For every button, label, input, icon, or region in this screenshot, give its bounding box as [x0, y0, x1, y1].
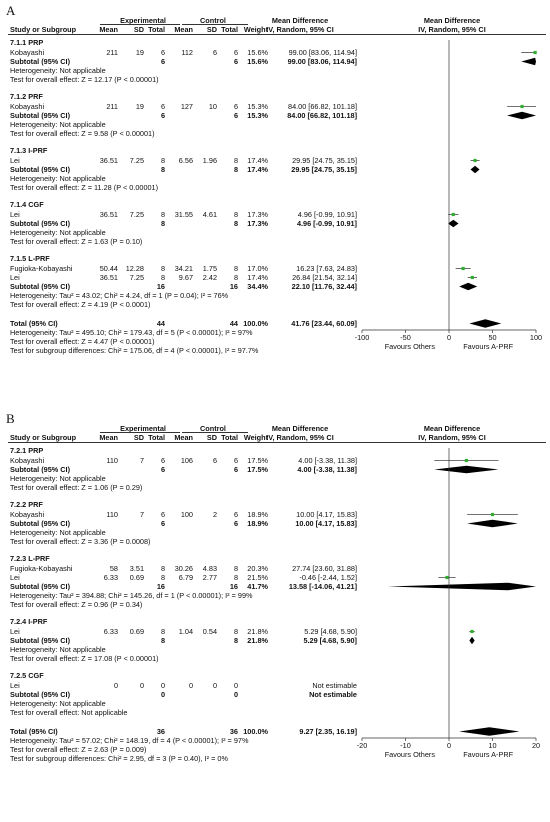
header-exp-sd: SD [133, 433, 144, 442]
ctrl-total: 8 [233, 210, 238, 219]
subtotal-ci: 13.58 [-14.06, 41.21] [288, 582, 357, 591]
subgroup-title: 7.2.4 I-PRF [10, 617, 48, 626]
forest-plot-b [0, 408, 550, 822]
subgroup-overall-effect: Test for overall effect: Z = 1.63 (P = 0.10) [10, 237, 143, 246]
exp-total: 8 [160, 156, 165, 165]
exp-mean: 36.51 [99, 273, 118, 282]
header-ctrl-total: Total [221, 25, 238, 34]
subtotal-ci: Not estimable [309, 690, 357, 699]
favours-left-label: Favours Others [384, 750, 435, 759]
subtotal-weight: 17.5% [247, 465, 268, 474]
total-label: Total (95% CI) [10, 319, 58, 328]
header-exp-mean: Mean [99, 25, 118, 34]
subtotal-ci: 22.10 [11.76, 32.44] [291, 282, 357, 291]
subtotal-label: Subtotal (95% CI) [10, 282, 70, 291]
subtotal-exp-total: 6 [160, 57, 165, 66]
ctrl-total: 8 [233, 627, 238, 636]
exp-mean: 6.33 [103, 627, 118, 636]
subtotal-label: Subtotal (95% CI) [10, 219, 70, 228]
exp-total: 6 [160, 456, 165, 465]
total-ctrl-total: 44 [229, 319, 238, 328]
subgroup-overall-effect: Test for overall effect: Z = 17.08 (P < 0.00001) [10, 654, 159, 663]
exp-total: 8 [160, 573, 165, 582]
subtotal-label: Subtotal (95% CI) [10, 165, 70, 174]
study-ci: Not estimable [312, 681, 357, 690]
subgroup-overall-effect: Test for overall effect: Z = 4.19 (P < 0.0001) [10, 300, 151, 309]
x-tick-label: 20 [531, 741, 541, 750]
exp-total: 6 [160, 510, 165, 519]
total-exp-total: 36 [156, 727, 165, 736]
subtotal-exp-total: 8 [160, 636, 165, 645]
header-exp-total: Total [148, 25, 165, 34]
ctrl-mean: 127 [180, 102, 193, 111]
exp-mean: 110 [106, 456, 118, 465]
subtotal-ctrl-total: 8 [233, 165, 238, 174]
subtotal-label: Subtotal (95% CI) [10, 111, 70, 120]
subgroup-title: 7.1.4 CGF [10, 200, 44, 209]
subtotal-exp-total: 16 [156, 282, 165, 291]
footer-text: Test for subgroup differences: Chi² = 175.06, df = 4 (P < 0.00001), I² = 97.7% [10, 346, 259, 355]
study-name: Lei [10, 273, 20, 282]
ctrl-mean: 106 [180, 456, 193, 465]
total-diamond [469, 319, 501, 327]
total-diamond [459, 727, 519, 735]
header-ctrl-mean: Mean [174, 433, 193, 442]
ctrl-mean: 0 [188, 681, 193, 690]
subgroup-heterogeneity: Heterogeneity: Not applicable [10, 699, 106, 708]
subgroup-title: 7.2.3 L-PRF [10, 554, 50, 563]
x-tick-label: -100 [354, 333, 370, 342]
subgroup-heterogeneity: Heterogeneity: Not applicable [10, 174, 106, 183]
header-control: Control [200, 16, 226, 25]
exp-mean: 58 [109, 564, 118, 573]
header-ci: IV, Random, 95% CI [266, 25, 334, 34]
header-ci-plot: IV, Random, 95% CI [418, 433, 486, 442]
subgroup-heterogeneity: Heterogeneity: Not applicable [10, 66, 106, 75]
header-study: Study or Subgroup [10, 25, 77, 34]
header-weight: Weight [243, 433, 268, 442]
header-mean-difference: Mean Difference [271, 16, 329, 25]
header-exp-sd: SD [133, 25, 144, 34]
study-point [462, 267, 465, 270]
header-ctrl-total: Total [221, 433, 238, 442]
ctrl-sd: 2.77 [202, 573, 217, 582]
x-tick-label: -20 [356, 741, 368, 750]
subtotal-ctrl-total: 16 [229, 582, 238, 591]
study-weight: 21.5% [247, 573, 268, 582]
ctrl-total: 6 [233, 456, 238, 465]
subtotal-label: Subtotal (95% CI) [10, 636, 70, 645]
ctrl-mean: 1.04 [178, 627, 193, 636]
study-point [520, 105, 523, 108]
study-ci: 29.95 [24.75, 35.15] [292, 156, 357, 165]
subgroup-title: 7.2.5 CGF [10, 671, 44, 680]
ctrl-sd: 2 [212, 510, 217, 519]
subtotal-diamond [448, 220, 458, 228]
study-name: Lei [10, 681, 20, 690]
footer-text: Test for overall effect: Z = 2.63 (P = 0.009) [10, 745, 147, 754]
subtotal-exp-total: 8 [160, 219, 165, 228]
header-study: Study or Subgroup [10, 433, 77, 442]
subtotal-exp-total: 0 [160, 690, 165, 699]
subgroup-overall-effect: Test for overall effect: Z = 1.06 (P = 0.29) [10, 483, 143, 492]
panel-letter: A [6, 3, 16, 18]
subtotal-ctrl-total: 6 [233, 57, 238, 66]
total-ci: 9.27 [2.35, 16.19] [299, 727, 357, 736]
study-name: Kobayashi [10, 456, 45, 465]
x-tick-label: 100 [529, 333, 543, 342]
subgroup-overall-effect: Test for overall effect: Z = 11.28 (P < 0.00001) [10, 183, 159, 192]
subgroup-heterogeneity: Heterogeneity: Not applicable [10, 528, 106, 537]
subgroup-overall-effect: Test for overall effect: Z = 0.96 (P = 0.34) [10, 600, 143, 609]
exp-sd: 12.28 [125, 264, 144, 273]
subtotal-ci: 84.00 [66.82, 101.18] [287, 111, 357, 120]
exp-total: 8 [160, 273, 165, 282]
ctrl-total: 8 [233, 156, 238, 165]
ctrl-mean: 34.21 [174, 264, 193, 273]
ctrl-sd: 4.83 [202, 564, 217, 573]
ctrl-total: 6 [233, 510, 238, 519]
study-name: Lei [10, 156, 20, 165]
subgroup-title: 7.1.5 L-PRF [10, 254, 50, 263]
ctrl-total: 8 [233, 573, 238, 582]
study-weight: 17.3% [247, 210, 268, 219]
ctrl-sd: 10 [208, 102, 217, 111]
study-point [470, 630, 473, 633]
study-point [452, 213, 455, 216]
total-label: Total (95% CI) [10, 727, 58, 736]
subgroup-heterogeneity: Heterogeneity: Not applicable [10, 645, 106, 654]
subtotal-weight: 15.3% [247, 111, 268, 120]
exp-total: 6 [160, 48, 165, 57]
x-tick-label: 0 [446, 741, 452, 750]
footer-text: Test for overall effect: Z = 4.47 (P < 0.00001) [10, 337, 155, 346]
subtotal-ci: 10.00 [4.17, 15.83] [295, 519, 357, 528]
ctrl-sd: 1.96 [202, 156, 217, 165]
subtotal-weight: 17.3% [247, 219, 268, 228]
subtotal-weight: 17.4% [247, 165, 268, 174]
study-name: Fugioka-Kobayashi [10, 264, 73, 273]
subtotal-ctrl-total: 8 [233, 636, 238, 645]
exp-sd: 7.25 [129, 210, 144, 219]
study-ci: 5.29 [4.68, 5.90] [304, 627, 357, 636]
ctrl-sd: 0.54 [202, 627, 217, 636]
subtotal-diamond [388, 583, 536, 591]
study-weight: 17.4% [247, 273, 268, 282]
subtotal-ctrl-total: 6 [233, 465, 238, 474]
exp-total: 0 [160, 681, 165, 690]
ctrl-sd: 1.75 [202, 264, 217, 273]
header-experimental: Experimental [120, 424, 166, 433]
header-experimental: Experimental [120, 16, 166, 25]
exp-mean: 50.44 [99, 264, 118, 273]
panel-letter: B [6, 411, 15, 426]
study-name: Lei [10, 210, 20, 219]
total-weight: 100.0% [243, 727, 268, 736]
footer-text: Heterogeneity: Tau² = 495.10; Chi² = 179.43, df = 5 (P < 0.00001); I² = 97% [10, 328, 253, 337]
exp-sd: 7 [139, 510, 144, 519]
study-point [445, 576, 448, 579]
subtotal-exp-total: 6 [160, 465, 165, 474]
study-point [534, 51, 537, 54]
exp-mean: 36.51 [99, 210, 118, 219]
study-ci: 84.00 [66.82, 101.18] [288, 102, 357, 111]
study-point [491, 513, 494, 516]
x-tick-label: 50 [488, 333, 497, 342]
subtotal-ci: 4.96 [-0.99, 10.91] [296, 219, 357, 228]
study-name: Kobayashi [10, 48, 45, 57]
subtotal-weight: 41.7% [247, 582, 268, 591]
x-tick-label: -10 [400, 741, 411, 750]
ctrl-sd: 6 [212, 456, 217, 465]
footer-text: Heterogeneity: Tau² = 57.02; Chi² = 148.19, df = 4 (P < 0.00001); I² = 97% [10, 736, 249, 745]
study-ci: 16.23 [7.63, 24.83] [296, 264, 357, 273]
subtotal-ctrl-total: 0 [233, 690, 238, 699]
subtotal-ci: 29.95 [24.75, 35.15] [291, 165, 357, 174]
subgroup-title: 7.2.2 PRF [10, 500, 43, 509]
study-weight: 15.6% [247, 48, 268, 57]
exp-sd: 19 [135, 102, 144, 111]
header-ci-plot: IV, Random, 95% CI [418, 25, 486, 34]
subgroup-overall-effect: Test for overall effect: Z = 9.58 (P < 0.00001) [10, 129, 155, 138]
subtotal-ci: 99.00 [83.06, 114.94] [287, 57, 357, 66]
exp-mean: 36.51 [99, 156, 118, 165]
study-ci: 10.00 [4.17, 15.83] [296, 510, 357, 519]
subgroup-heterogeneity: Heterogeneity: Tau² = 43.02; Chi² = 4.24, df = 1 (P = 0.04); I² = 76% [10, 291, 229, 300]
ctrl-mean: 6.56 [178, 156, 193, 165]
total-ctrl-total: 36 [229, 727, 238, 736]
ctrl-total: 8 [233, 264, 238, 273]
header-control: Control [200, 424, 226, 433]
subgroup-title: 7.1.1 PRP [10, 38, 44, 47]
subtotal-ctrl-total: 16 [229, 282, 238, 291]
subtotal-diamond [471, 166, 480, 174]
study-point [473, 159, 476, 162]
ctrl-mean: 112 [181, 48, 193, 57]
exp-mean: 211 [106, 48, 118, 57]
subgroup-title: 7.2.1 PRP [10, 446, 44, 455]
subtotal-exp-total: 6 [160, 111, 165, 120]
study-ci: 4.96 [-0.99, 10.91] [297, 210, 357, 219]
study-weight: 20.3% [247, 564, 268, 573]
study-name: Fugioka-Kobayashi [10, 564, 73, 573]
subgroup-title: 7.1.3 I-PRF [10, 146, 48, 155]
study-ci: -0.46 [-2.44, 1.52] [299, 573, 357, 582]
subtotal-ci: 5.29 [4.68, 5.90] [303, 636, 357, 645]
favours-right-label: Favours A-PRF [463, 342, 514, 351]
subgroup-heterogeneity: Heterogeneity: Not applicable [10, 228, 106, 237]
study-ci: 4.00 [-3.38, 11.38] [298, 456, 357, 465]
subtotal-label: Subtotal (95% CI) [10, 465, 70, 474]
subtotal-label: Subtotal (95% CI) [10, 519, 70, 528]
subtotal-ctrl-total: 8 [233, 219, 238, 228]
subtotal-diamond [467, 520, 518, 528]
ctrl-sd: 2.42 [202, 273, 217, 282]
ctrl-total: 0 [233, 681, 238, 690]
subtotal-label: Subtotal (95% CI) [10, 582, 70, 591]
subtotal-exp-total: 8 [160, 165, 165, 174]
subgroup-heterogeneity: Heterogeneity: Not applicable [10, 120, 106, 129]
exp-total: 6 [160, 102, 165, 111]
study-weight: 17.0% [247, 264, 268, 273]
study-weight: 17.5% [247, 456, 268, 465]
exp-total: 8 [160, 264, 165, 273]
subtotal-exp-total: 16 [156, 582, 165, 591]
exp-mean: 211 [106, 102, 118, 111]
subtotal-ci: 4.00 [-3.38, 11.38] [297, 465, 357, 474]
exp-total: 8 [160, 627, 165, 636]
ctrl-sd: 6 [212, 48, 217, 57]
study-weight: 17.4% [247, 156, 268, 165]
study-name: Lei [10, 573, 20, 582]
study-point [465, 459, 468, 462]
subtotal-exp-total: 6 [160, 519, 165, 528]
exp-mean: 0 [113, 681, 118, 690]
subtotal-weight: 34.4% [247, 282, 268, 291]
header-exp-total: Total [148, 433, 165, 442]
subgroup-heterogeneity: Heterogeneity: Not applicable [10, 474, 106, 483]
subtotal-label: Subtotal (95% CI) [10, 690, 70, 699]
study-point [471, 276, 474, 279]
study-name: Kobayashi [10, 510, 45, 519]
header-ctrl-sd: SD [206, 25, 217, 34]
subtotal-weight: 21.8% [247, 636, 268, 645]
subgroup-overall-effect: Test for overall effect: Z = 12.17 (P < 0.00001) [10, 75, 159, 84]
exp-mean: 6.33 [103, 573, 118, 582]
ctrl-total: 6 [233, 102, 238, 111]
header-mean-difference-plot: Mean Difference [423, 424, 481, 433]
exp-sd: 7.25 [129, 273, 144, 282]
exp-sd: 0.69 [129, 573, 144, 582]
exp-sd: 3.51 [129, 564, 144, 573]
subgroup-heterogeneity: Heterogeneity: Tau² = 394.88; Chi² = 145.26, df = 1 (P < 0.00001); I² = 99% [10, 591, 253, 600]
ctrl-mean: 6.79 [178, 573, 193, 582]
favours-right-label: Favours A-PRF [463, 750, 514, 759]
total-exp-total: 44 [156, 319, 165, 328]
exp-sd: 0 [139, 681, 144, 690]
header-mean-difference: Mean Difference [271, 424, 329, 433]
ctrl-total: 8 [233, 564, 238, 573]
subtotal-diamond [521, 58, 536, 66]
study-ci: 27.74 [23.60, 31.88] [292, 564, 357, 573]
exp-sd: 19 [135, 48, 144, 57]
subtotal-diamond [459, 283, 477, 291]
study-ci: 99.00 [83.06, 114.94] [288, 48, 357, 57]
subtotal-label: Subtotal (95% CI) [10, 57, 70, 66]
header-weight: Weight [243, 25, 268, 34]
exp-sd: 7.25 [129, 156, 144, 165]
header-exp-mean: Mean [99, 433, 118, 442]
ctrl-mean: 100 [180, 510, 193, 519]
header-mean-difference-plot: Mean Difference [423, 16, 481, 25]
x-tick-label: 10 [488, 741, 497, 750]
subtotal-ctrl-total: 6 [233, 519, 238, 528]
ctrl-total: 6 [233, 48, 238, 57]
subtotal-ctrl-total: 6 [233, 111, 238, 120]
footer-text: Test for subgroup differences: Chi² = 2.95, df = 3 (P = 0.40), I² = 0% [10, 754, 228, 763]
total-weight: 100.0% [243, 319, 268, 328]
header-ctrl-mean: Mean [174, 25, 193, 34]
study-weight: 15.3% [247, 102, 268, 111]
study-name: Lei [10, 627, 20, 636]
exp-mean: 110 [106, 510, 118, 519]
study-name: Kobayashi [10, 102, 45, 111]
exp-sd: 0.69 [129, 627, 144, 636]
study-weight: 18.9% [247, 510, 268, 519]
ctrl-mean: 9.67 [178, 273, 193, 282]
ctrl-mean: 31.55 [174, 210, 193, 219]
header-ctrl-sd: SD [206, 433, 217, 442]
x-tick-label: -50 [400, 333, 411, 342]
x-tick-label: 0 [446, 333, 452, 342]
ctrl-mean: 30.26 [174, 564, 193, 573]
ctrl-total: 8 [233, 273, 238, 282]
subtotal-weight: 15.6% [247, 57, 268, 66]
exp-total: 8 [160, 210, 165, 219]
subtotal-diamond [434, 466, 498, 474]
forest-plot-a [0, 0, 550, 405]
subtotal-diamond [469, 637, 474, 645]
exp-sd: 7 [139, 456, 144, 465]
ctrl-sd: 0 [212, 681, 217, 690]
ctrl-sd: 4.61 [202, 210, 217, 219]
exp-total: 8 [160, 564, 165, 573]
subtotal-weight: 18.9% [247, 519, 268, 528]
subgroup-title: 7.1.2 PRF [10, 92, 43, 101]
study-weight: 21.8% [247, 627, 268, 636]
header-ci: IV, Random, 95% CI [266, 433, 334, 442]
study-ci: 26.84 [21.54, 32.14] [292, 273, 357, 282]
subgroup-overall-effect: Test for overall effect: Z = 3.36 (P = 0.0008) [10, 537, 151, 546]
total-ci: 41.76 [23.44, 60.09] [291, 319, 357, 328]
favours-left-label: Favours Others [384, 342, 435, 351]
subtotal-diamond [507, 112, 536, 120]
subgroup-overall-effect: Test for overall effect: Not applicable [10, 708, 128, 717]
